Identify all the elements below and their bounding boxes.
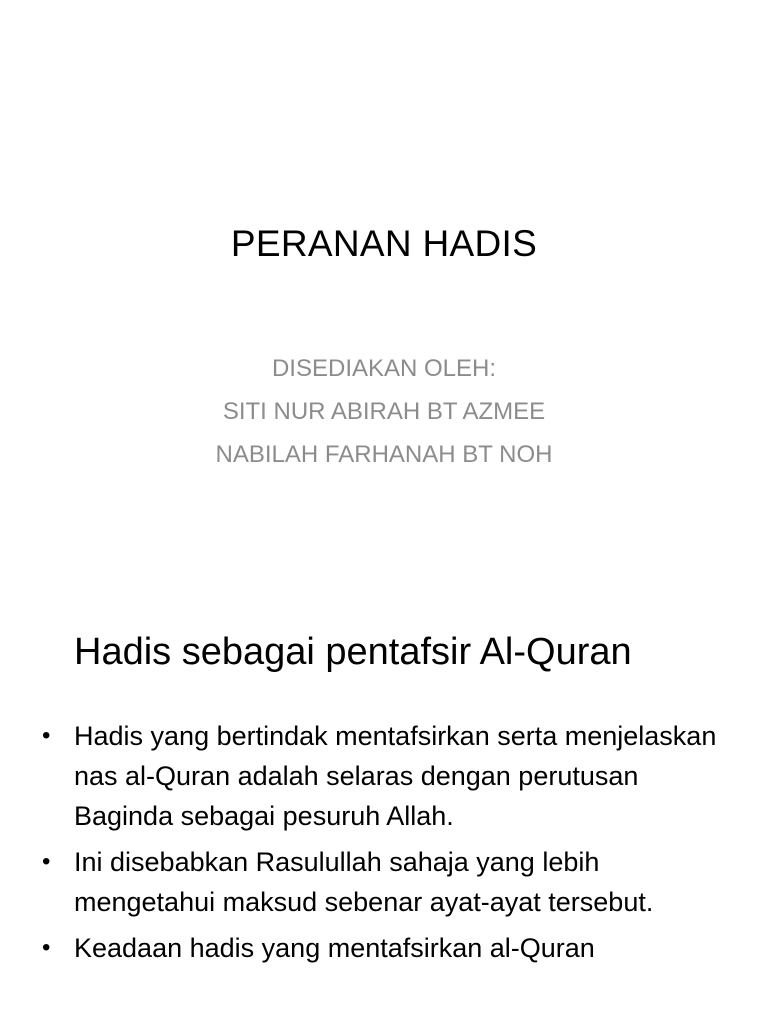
bullet-text: Hadis yang bertindak mentafsirkan serta menjelaskan nas al-Quran adalah selaras dengan perutusan Baginda sebagai pesuruh Allah. xyxy=(74,721,717,831)
subtitle-line-author-1: SITI NUR ABIRAH BT AZMEE xyxy=(222,398,546,425)
bullet-item xyxy=(40,842,740,922)
bullet-text: Ini disebabkan Rasulullah sahaja yang lebih mengetahui maksud sebenar ayat-ayat tersebut. xyxy=(74,847,654,917)
content-slide-title: Hadis sebagai pentafsir Al-Quran xyxy=(74,631,632,673)
bullet-text: Keadaan hadis yang mentafsirkan al-Quran xyxy=(74,933,595,963)
slide-subtitle xyxy=(0,347,768,476)
bullet-item xyxy=(40,716,740,836)
slide-title: PERANAN HADIS xyxy=(230,223,538,264)
bullet-dot-icon: • xyxy=(42,722,51,749)
bullet-list xyxy=(40,716,740,974)
bullet-dot-icon: • xyxy=(42,934,51,961)
bullet-dot-icon: • xyxy=(42,848,51,875)
content-slide xyxy=(0,576,768,1024)
subtitle-line-author-2: NABILAH FARHANAH BT NOH xyxy=(215,441,553,468)
subtitle-line-prepared-by: DISEDIAKAN OLEH: xyxy=(271,355,497,382)
bullet-item xyxy=(40,928,740,968)
